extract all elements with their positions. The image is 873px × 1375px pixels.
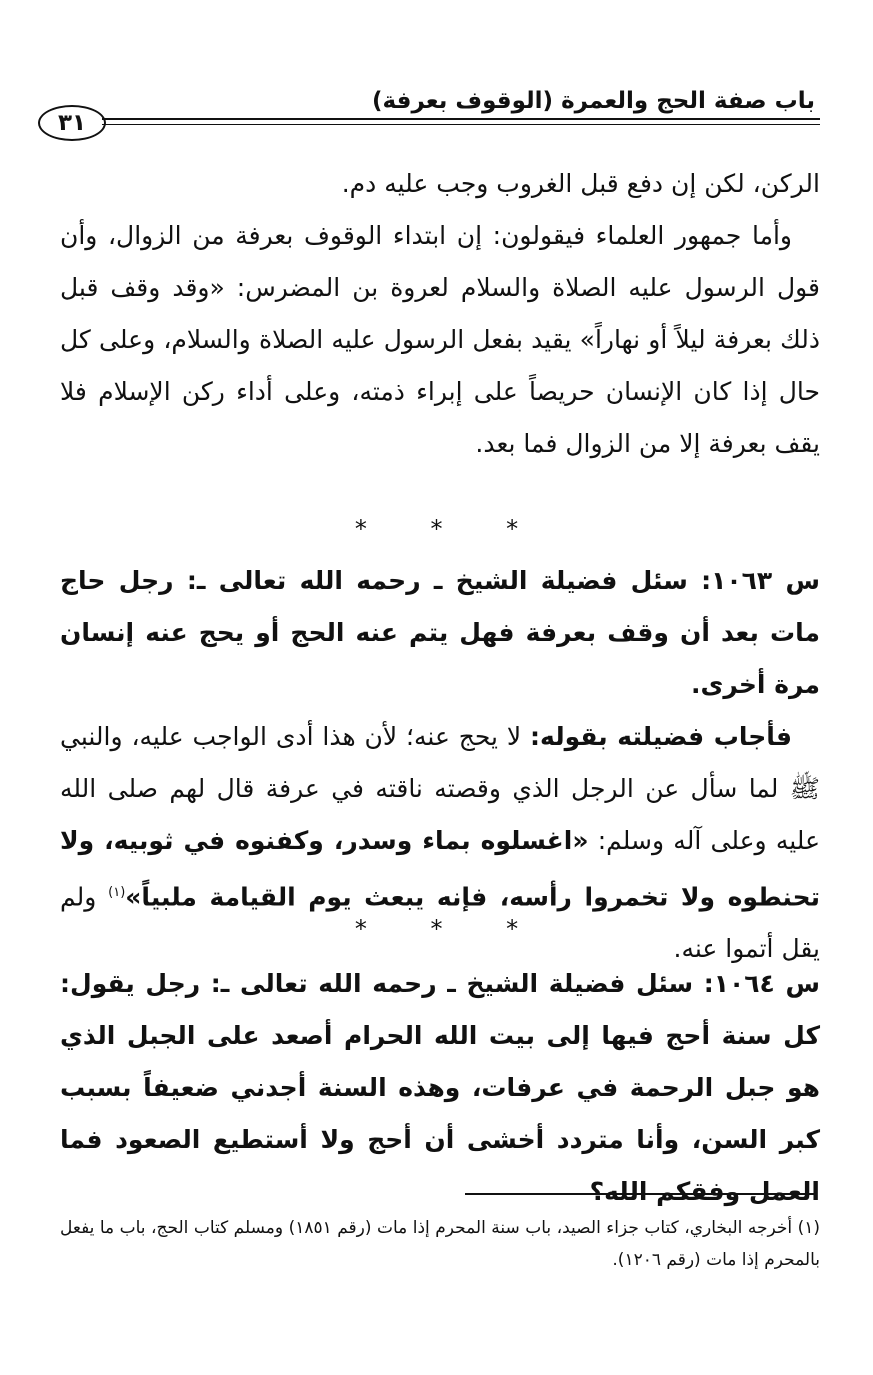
page-number: ٣١ xyxy=(38,105,106,141)
question-1063: س ١٠٦٣: سئل فضيلة الشيخ ـ رحمه الله تعالى ـ: رجل حاج مات بعد أن وقف بعرفة فهل يتم عنه الحج أو يحج عنه إنسان مرة أخرى. xyxy=(60,566,820,699)
section-question-1063 xyxy=(60,555,820,975)
section-separator: * * * xyxy=(354,515,547,543)
footnote-marker: (١) xyxy=(108,885,126,900)
answer-end: ولم يقل أتموا عنه. xyxy=(60,882,820,964)
answer-lead: فأجاب فضيلته بقوله: xyxy=(530,722,792,751)
section-conclusion xyxy=(60,158,820,470)
question-1064: س ١٠٦٤: سئل فضيلة الشيخ ـ رحمه الله تعالى ـ: رجل يقول: كل سنة أحج فيها إلى بيت الله الحرام أصعد على الجبل الذي هو جبل الرحمة في عرفات، وهذه السنة أجدني ضعيفاً بسبب كبر السن، وأنا متردد أخشى أن أحج ولا أستطيع الصعود فما العمل وفقكم الله؟ xyxy=(60,969,820,1206)
section-separator: * * * xyxy=(354,915,547,943)
running-title: باب صفة الحج والعمرة (الوقوف بعرفة) xyxy=(371,88,815,114)
answer-text: لا يحج عنه؛ لأن هذا أدى الواجب عليه، والنبي ﷺ لما سأل عن الرجل الذي وقصته ناقته في عرفة قال لهم صلى الله عليه وعلى آله وسلم: xyxy=(60,722,820,855)
hadith-quote: «اغسلوه بماء وسدر، وكفنوه في ثوبيه، ولا تحنطوه ولا تخمروا رأسه، فإنه يبعث يوم القيامة ملبياً» xyxy=(60,826,820,912)
paragraph-rukn: الركن، لكن إن دفع قبل الغروب وجب عليه دم. xyxy=(341,169,820,198)
footnote: (١) أخرجه البخاري، كتاب جزاء الصيد، باب سنة المحرم إذا مات (رقم ١٨٥١) ومسلم كتاب الحج، باب ما يفعل بالمحرم إذا مات (رقم ١٢٠٦). xyxy=(60,1218,820,1270)
paragraph-jumhur: وأما جمهور العلماء فيقولون: إن ابتداء الوقوف بعرفة من الزوال، وأن قول الرسول عليه الصلاة والسلام لعروة بن المضرس: «وقد وقف قبل ذلك بعرفة ليلاً أو نهاراً» يقيد بفعل الرسول عليه الصلاة والسلام، وعلى كل حال إذا كان الإنسان حريصاً على إبراء ذمته، وعلى أداء ركن الإسلام فلا يقف بعرفة إلا من الزوال فما بعد. xyxy=(60,221,820,458)
section-question-1064 xyxy=(60,958,820,1218)
header-rule xyxy=(102,118,820,125)
footnote-rule xyxy=(465,1193,817,1195)
